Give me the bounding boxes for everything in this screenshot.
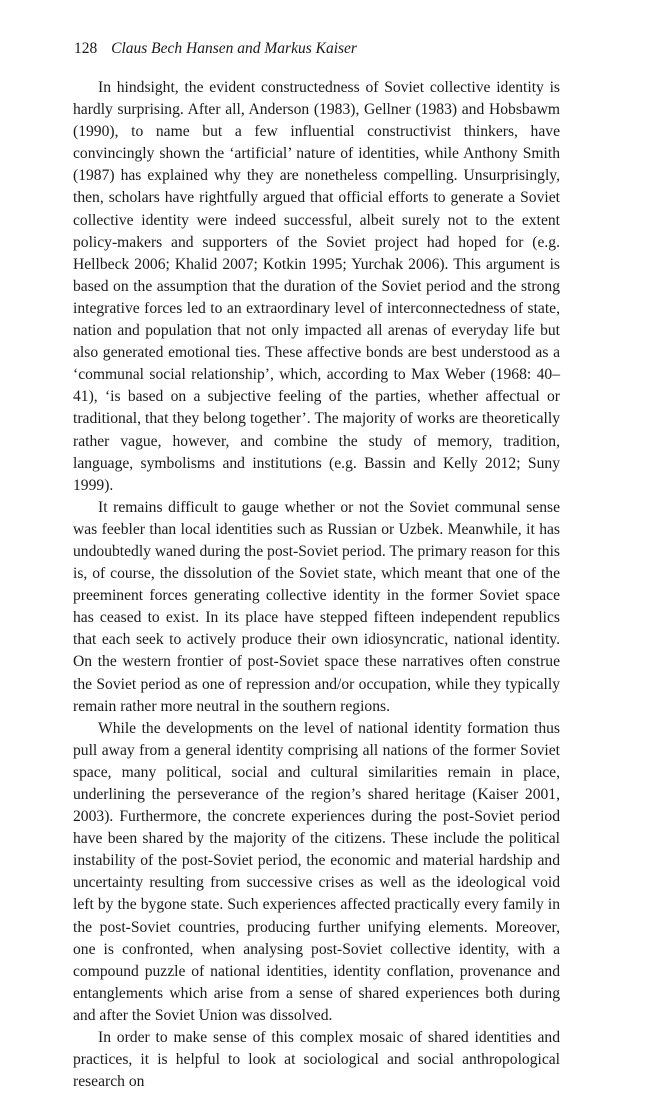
paragraph: In order to make sense of this complex mosaic of shared identities and practices, it is helpful to look at sociological and social anthropological research on xyxy=(73,1029,560,1091)
paragraph: It remains difficult to gauge whether or not the Soviet communal sense was feebler than local identities such as Russian or Uzbek. Meanwhile, it has undoubtedly waned during the post-Soviet period. The primary reason for this is, of course, the dissolution of the Soviet state, which meant that one of the preeminent forces generating collective identity in the former Soviet space has ceased to exist. In its place have stepped fifteen independent republics that each seek to actively produce their own idiosyncratic, national identity. On the western frontier of post-Soviet space these narratives often construe the Soviet period as one of repression and/or occupation, while they typically remain rather more neutral in the southern regions. xyxy=(73,498,560,715)
page-number: 128 xyxy=(74,40,98,57)
paragraph: While the developments on the level of national identity formation thus pull away from a general identity comprising all nations of the former Soviet space, many political, social and cultural similarities remain in place, underlining the perseverance of the region’s shared heritage (Kaiser 2001, 2003). Furthermore, the concrete experiences during the post-Soviet period have been shared by the majority of the citizens. These include the political instability of the post-Soviet period, the economic and material hardship and uncertainty resulting from successive crises as well as the ideological void left by the bygone state. Such experiences affected practically every family in the post-Soviet countries, producing further unifying elements. Moreover, one is confronted, when analysing post-Soviet collective identity, with a compound puzzle of national identities, identity conflation, provenance and entanglements which arise from a sense of shared experiences both during and after the Soviet Union was dissolved. xyxy=(73,719,560,1024)
paragraph: In hindsight, the evident constructedness of Soviet collective identity is hardly surprising. After all, Anderson (1983), Gellner (1983) and Hobsbawm (1990), to name but a few influential constructivist thinkers, have convincingly shown the ‘artificial’ nature of identities, while Anthony Smith (1987) has explained why they are nonetheless compelling. Unsurprisingly, then, scholars have rightfully argued that official efforts to generate a Soviet collective identity were indeed successful, albeit surely not to the extent policy-makers and supporters of the Soviet project had hoped for (e.g. Hellbeck 2006; Khalid 2007; Kotkin 1995; Yurchak 2006). This argument is based on the assumption that the duration of the Soviet period and the strong integrative forces led to an extraordinary level of interconnectedness of state, nation and population that not only impacted all arenas of everyday life but also generated emotional ties. These affective bonds are best understood as a ‘communal social relationship’, which, according to Max Weber (1968: 40–41), ‘is based on a subjective feeling of the parties, whether affectual or traditional, that they belong together’. The majority of works are theoretically rather vague, however, and combine the study of memory, tradition, language, symbolisms and institutions (e.g. Bassin and Kelly 2012; Suny 1999). xyxy=(73,79,560,494)
running-head: Claus Bech Hansen and Markus Kaiser xyxy=(111,40,357,57)
page-header xyxy=(74,39,558,59)
body-text xyxy=(73,77,560,1093)
